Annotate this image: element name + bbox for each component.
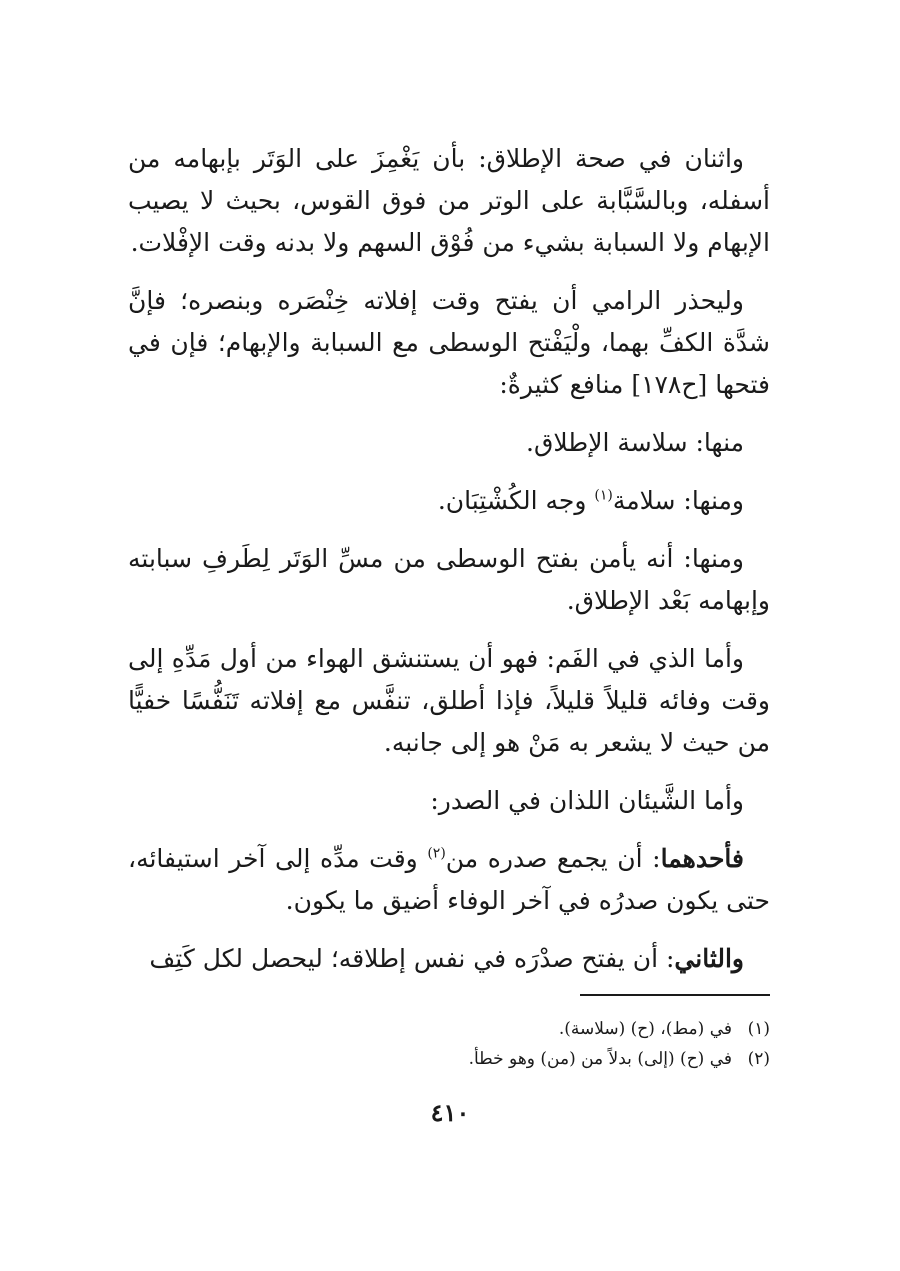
text-run: واثنان في صحة الإطلاق: بأن يَغْمِزَ على الوَتَر بإبهامه من أسفله، وبالسَّبَّابة على الوتر من فوق القوس، بحيث لا يصيب الإبهام ولا السبابة بشيء من فُوْق السهم ولا بدنه وقت الإفْلات. — [128, 144, 770, 257]
footnote-ref[interactable]: (١) — [594, 487, 613, 504]
footnote — [128, 1014, 770, 1044]
footnote-text: في (ح) (إلى) بدلاً من (من) وهو خطأ. — [468, 1049, 732, 1069]
text-run: وأما الذي في الفَم: فهو أن يستنشق الهواء من أول مَدِّهِ إلى وقت وفائه قليلاً قليلاً، فإذا أطلق، تنفَّس مع إفلاته تَنَفُّسًا خفيًّا من حيث لا يشعر به مَنْ هو إلى جانبه. — [128, 644, 770, 757]
footnote — [128, 1044, 770, 1074]
paragraph — [128, 538, 770, 622]
text-run: وجه الكُشْتِبَان. — [437, 486, 595, 515]
paragraph — [128, 280, 770, 406]
page-number: ٤١٠ — [430, 1098, 470, 1127]
footnote-number: (١) — [747, 1019, 770, 1039]
paragraph — [128, 780, 770, 822]
footnote-number: (٢) — [747, 1049, 770, 1069]
main-text — [128, 138, 770, 996]
paragraph — [128, 422, 770, 464]
paragraph — [128, 138, 770, 264]
footnote-text: في (مط)، (ح) (سلاسة). — [558, 1019, 732, 1039]
footnotes — [128, 1014, 770, 1074]
text-run: ومنها: سلامة — [612, 486, 744, 515]
paragraph-lead: والثاني — [674, 944, 744, 973]
text-run: : أن يفتح صدْرَه في نفس إطلاقه؛ ليحصل لكل كَتِف — [149, 944, 675, 973]
footnote-separator — [580, 994, 770, 996]
footnote-ref[interactable]: (٢) — [427, 845, 446, 862]
text-run: : أن يجمع صدره من — [445, 844, 661, 873]
paragraph-lead: فأحدهما — [660, 844, 744, 873]
paragraph — [128, 838, 770, 922]
text-run: وليحذر الرامي أن يفتح وقت إفلاته خِنْصَره وبنصره؛ فإنَّ شدَّة الكفِّ بهما، ولْيَفْتح الوسطى مع السبابة والإبهام؛ فإن في فتحها [ح١٧٨] منافع كثيرةٌ: — [128, 286, 770, 399]
text-run: وقت مدِّه إلى آخر استيفائه، حتى يكون صدرُه في آخر الوفاء أضيق ما يكون. — [128, 844, 770, 915]
paragraph — [128, 938, 770, 980]
paragraph — [128, 638, 770, 764]
text-run: منها: سلاسة الإطلاق. — [526, 428, 744, 457]
paragraph — [128, 480, 770, 522]
text-run: وأما الشَّيئان اللذان في الصدر: — [430, 786, 744, 815]
text-run: ومنها: أنه يأمن بفتح الوسطى من مسِّ الوَتَر لِطَرفِ سبابته وإبهامه بَعْد الإطلاق. — [128, 544, 770, 615]
